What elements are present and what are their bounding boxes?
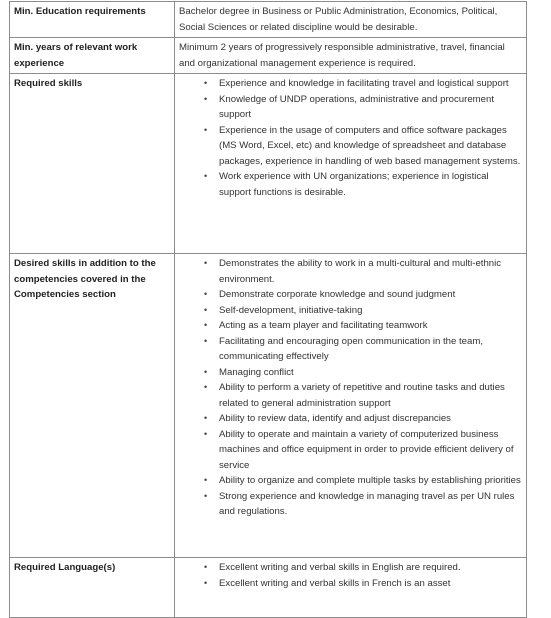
desired-skills-row bbox=[10, 254, 527, 558]
list-item: • Ability to organize and complete multiple tasks by establishing priorities bbox=[219, 473, 523, 489]
desired-skills-label: Desired skills in addition to the competencies covered in the Competencies section bbox=[10, 254, 175, 558]
language-list bbox=[179, 560, 523, 591]
education-label: Min. Education requirements bbox=[10, 2, 175, 38]
education-row bbox=[10, 2, 527, 38]
list-item: • Demonstrate corporate knowledge and sound judgment bbox=[219, 287, 523, 303]
list-item: • Work experience with UN organizations; experience in logistical support functions is desirable. bbox=[219, 169, 523, 200]
required-skills-row bbox=[10, 74, 527, 254]
list-item: • Ability to perform a variety of repetitive and routine tasks and duties related to general administration support bbox=[219, 380, 523, 411]
requirements-table bbox=[9, 1, 527, 618]
list-item: • Ability to review data, identify and adjust discrepancies bbox=[219, 411, 523, 427]
list-item: • Knowledge of UNDP operations, administrative and procurement support bbox=[219, 92, 523, 123]
list-item: • Experience in the usage of computers and office software packages (MS Word, Excel, etc) and knowledge of spreadsheet and database packages, experience in handling of web based management systems. bbox=[219, 123, 523, 170]
experience-value: Minimum 2 years of progressively responsible administrative, travel, financial and organizational management experience is required. bbox=[175, 38, 527, 74]
list-item: • Demonstrates the ability to work in a multi-cultural and multi-ethnic environment. bbox=[219, 256, 523, 287]
list-item: • Excellent writing and verbal skills in English are required. bbox=[219, 560, 523, 576]
education-value: Bachelor degree in Business or Public Administration, Economics, Political, Social Sciences or related discipline would be desirable. bbox=[175, 2, 527, 38]
required-skills-label: Required skills bbox=[10, 74, 175, 254]
experience-row bbox=[10, 38, 527, 74]
list-item: • Self-development, initiative-taking bbox=[219, 303, 523, 319]
experience-label: Min. years of relevant work experience bbox=[10, 38, 175, 74]
required-skills-list bbox=[179, 76, 523, 200]
list-item: • Strong experience and knowledge in managing travel as per UN rules and regulations. bbox=[219, 489, 523, 520]
desired-skills-list bbox=[179, 256, 523, 520]
list-item: • Acting as a team player and facilitating teamwork bbox=[219, 318, 523, 334]
list-item: • Managing conflict bbox=[219, 365, 523, 381]
list-item: • Experience and knowledge in facilitating travel and logistical support bbox=[219, 76, 523, 92]
language-row bbox=[10, 558, 527, 618]
list-item: • Facilitating and encouraging open communication in the team, communicating effectively bbox=[219, 334, 523, 365]
list-item: • Ability to operate and maintain a variety of computerized business machines and office equipment in order to provide efficient delivery of service bbox=[219, 427, 523, 474]
language-label: Required Language(s) bbox=[10, 558, 175, 618]
list-item: • Excellent writing and verbal skills in French is an asset bbox=[219, 576, 523, 592]
